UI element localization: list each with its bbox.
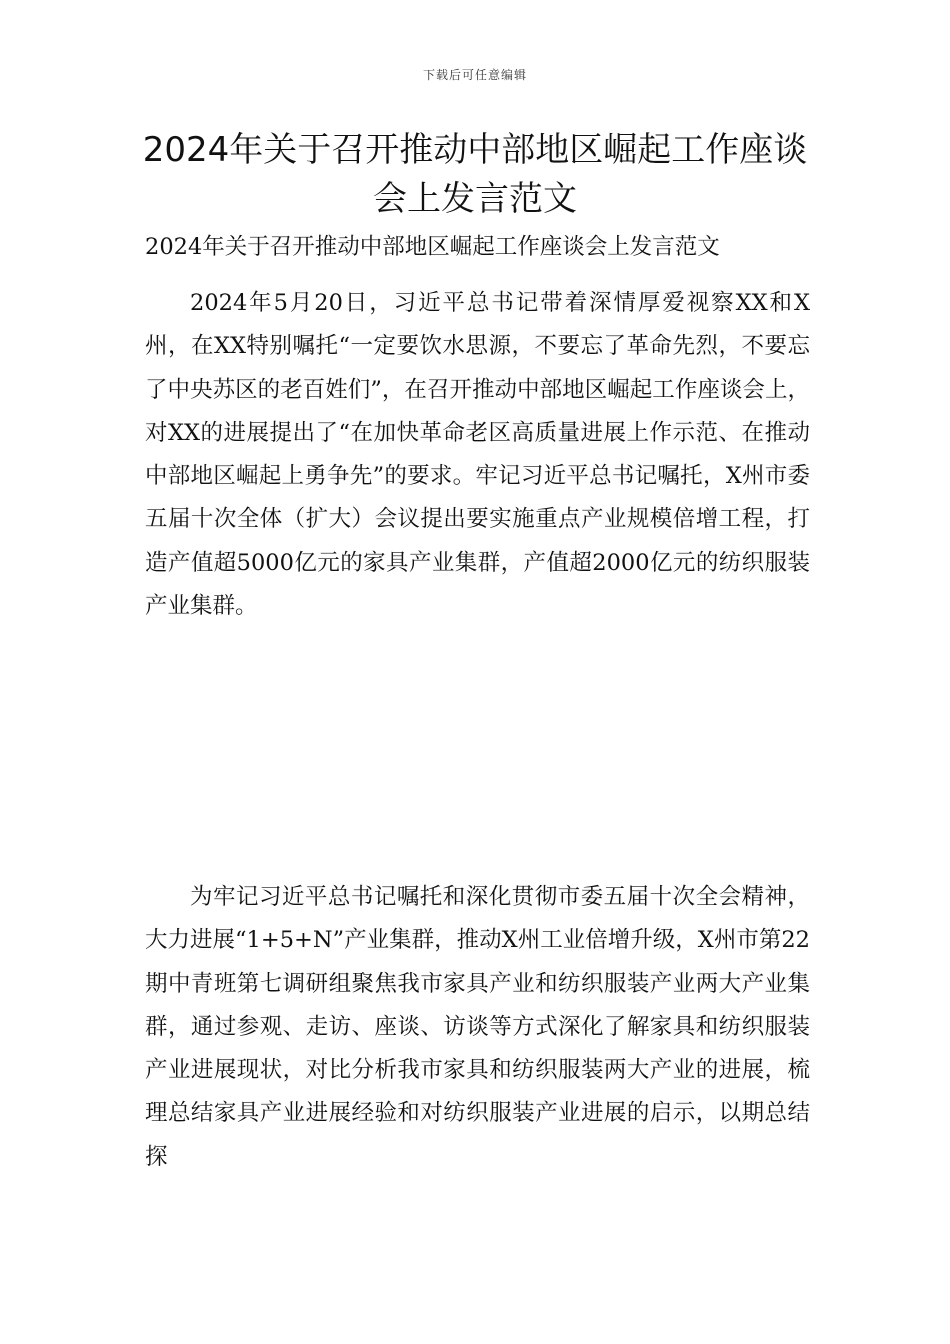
- header-note: 下载后可任意编辑: [422, 68, 527, 82]
- document-subtitle: 2024年关于召开推动中部地区崛起工作座谈会上发言范文: [145, 234, 720, 260]
- document-title: 2024年关于召开推动中部地区崛起工作座谈会上发言范文: [142, 130, 808, 219]
- body-paragraph-1: 2024年5月20日，习近平总书记带着深情厚爱视察XX和X州，在XX特别嘱托“一定要饮水思源，不要忘了革命先烈，不要忘了中央苏区的老百姓们”，在召开推动中部地区崛起工作座谈会上，对XX的进展提出了“在加快革命老区高质量进展上作示范、在推动中部地区崛起上勇争先”的要求。牢记习近平总书记嘱托，X州市委五届十次全体（扩大）会议提出要实施重点产业规模倍增工程，打造产值超5000亿元的家具产业集群，产值超2000亿元的纺织服装产业集群。: [145, 290, 810, 620]
- body-paragraph-2: 为牢记习近平总书记嘱托和深化贯彻市委五届十次全会精神，大力进展“1+5+N”产业集群，推动X州工业倍增升级，X州市第22期中青班第七调研组聚焦我市家具产业和纺织服装产业两大产业集群，通过参观、走访、座谈、访谈等方式深化了解家具和纺织服装产业进展现状，对比分析我市家具和纺织服装两大产业的进展，梳理总结家具产业进展经验和对纺织服装产业进展的启示，以期总结探: [145, 884, 810, 1170]
